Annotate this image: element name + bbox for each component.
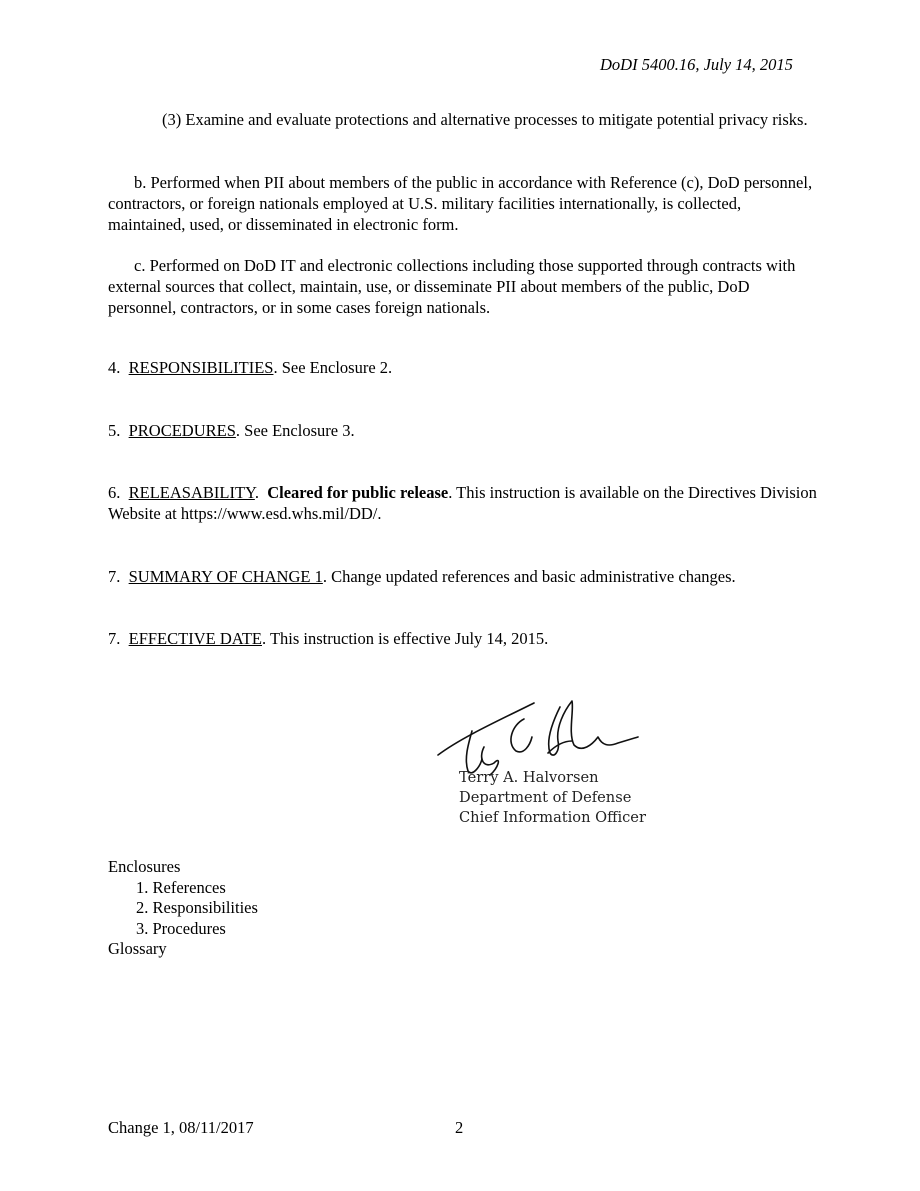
paragraph-c: c. Performed on DoD IT and electronic collections including those supported through contracts with external sources that collect, maintain, use, or disseminate PII about members of the public, DoD personnel, contractors, or in some cases foreign nationals.: [108, 256, 796, 317]
section-title: PROCEDURES: [128, 421, 236, 440]
section-6: [108, 482, 820, 524]
paragraph-b: b. Performed when PII about members of the public in accordance with Reference (c), DoD personnel, contractors, or foreign nationals employed at U.S. military facilities internationally, is collected, maintained, used, or disseminated in electronic form.: [108, 173, 813, 234]
enclosure-item: 3. Procedures: [136, 918, 226, 938]
signer-name: Terry A. Halvorsen: [459, 769, 599, 786]
enclosure-item: 1. References: [136, 877, 226, 897]
section-text: . Change updated references and basic administrative changes.: [322, 567, 736, 586]
section-4: [108, 357, 820, 378]
enclosures-heading: Enclosures: [108, 857, 181, 876]
enclosure-item: 2. Responsibilities: [136, 898, 258, 917]
footer-change: Change 1, 08/11/2017: [108, 1118, 254, 1137]
document-header: DoDI 5400.16, July 14, 2015: [600, 55, 793, 74]
section-text: . This instruction is available on the Directives Division Website at https://www.esd.whs.mil/DD/.: [108, 483, 817, 523]
section-number: 6.: [108, 483, 121, 502]
section-title: SUMMARY OF CHANGE 1: [128, 567, 323, 586]
section-number: 7.: [108, 567, 121, 586]
section-separator: .: [254, 483, 268, 502]
section-5: [108, 420, 820, 441]
enclosures-list: [108, 857, 258, 960]
paragraph-3: (3) Examine and evaluate protections and alternative processes to mitigate potential privacy risks.: [162, 110, 808, 129]
section-text: . This instruction is effective July 14, 2015.: [262, 629, 549, 648]
section-text: . See Enclosure 2.: [273, 358, 393, 377]
release-statement: Cleared for public release: [267, 483, 449, 502]
section-7-summary: [108, 566, 820, 587]
section-text: . See Enclosure 3.: [235, 421, 355, 440]
section-number: 5.: [108, 421, 121, 440]
signature-icon: [432, 697, 644, 777]
page-number: 2: [455, 1118, 464, 1137]
section-number: 4.: [108, 358, 121, 377]
section-title: RELEASABILITY: [128, 483, 255, 502]
section-title: RESPONSIBILITIES: [128, 358, 274, 377]
signer-title: Chief Information Officer: [459, 809, 646, 826]
section-number: 7.: [108, 629, 121, 648]
signature-block: [459, 768, 646, 828]
section-7-effective-date: [108, 628, 820, 649]
signer-department: Department of Defense: [459, 789, 632, 806]
section-title: EFFECTIVE DATE: [128, 629, 262, 648]
glossary-label: Glossary: [108, 939, 167, 958]
